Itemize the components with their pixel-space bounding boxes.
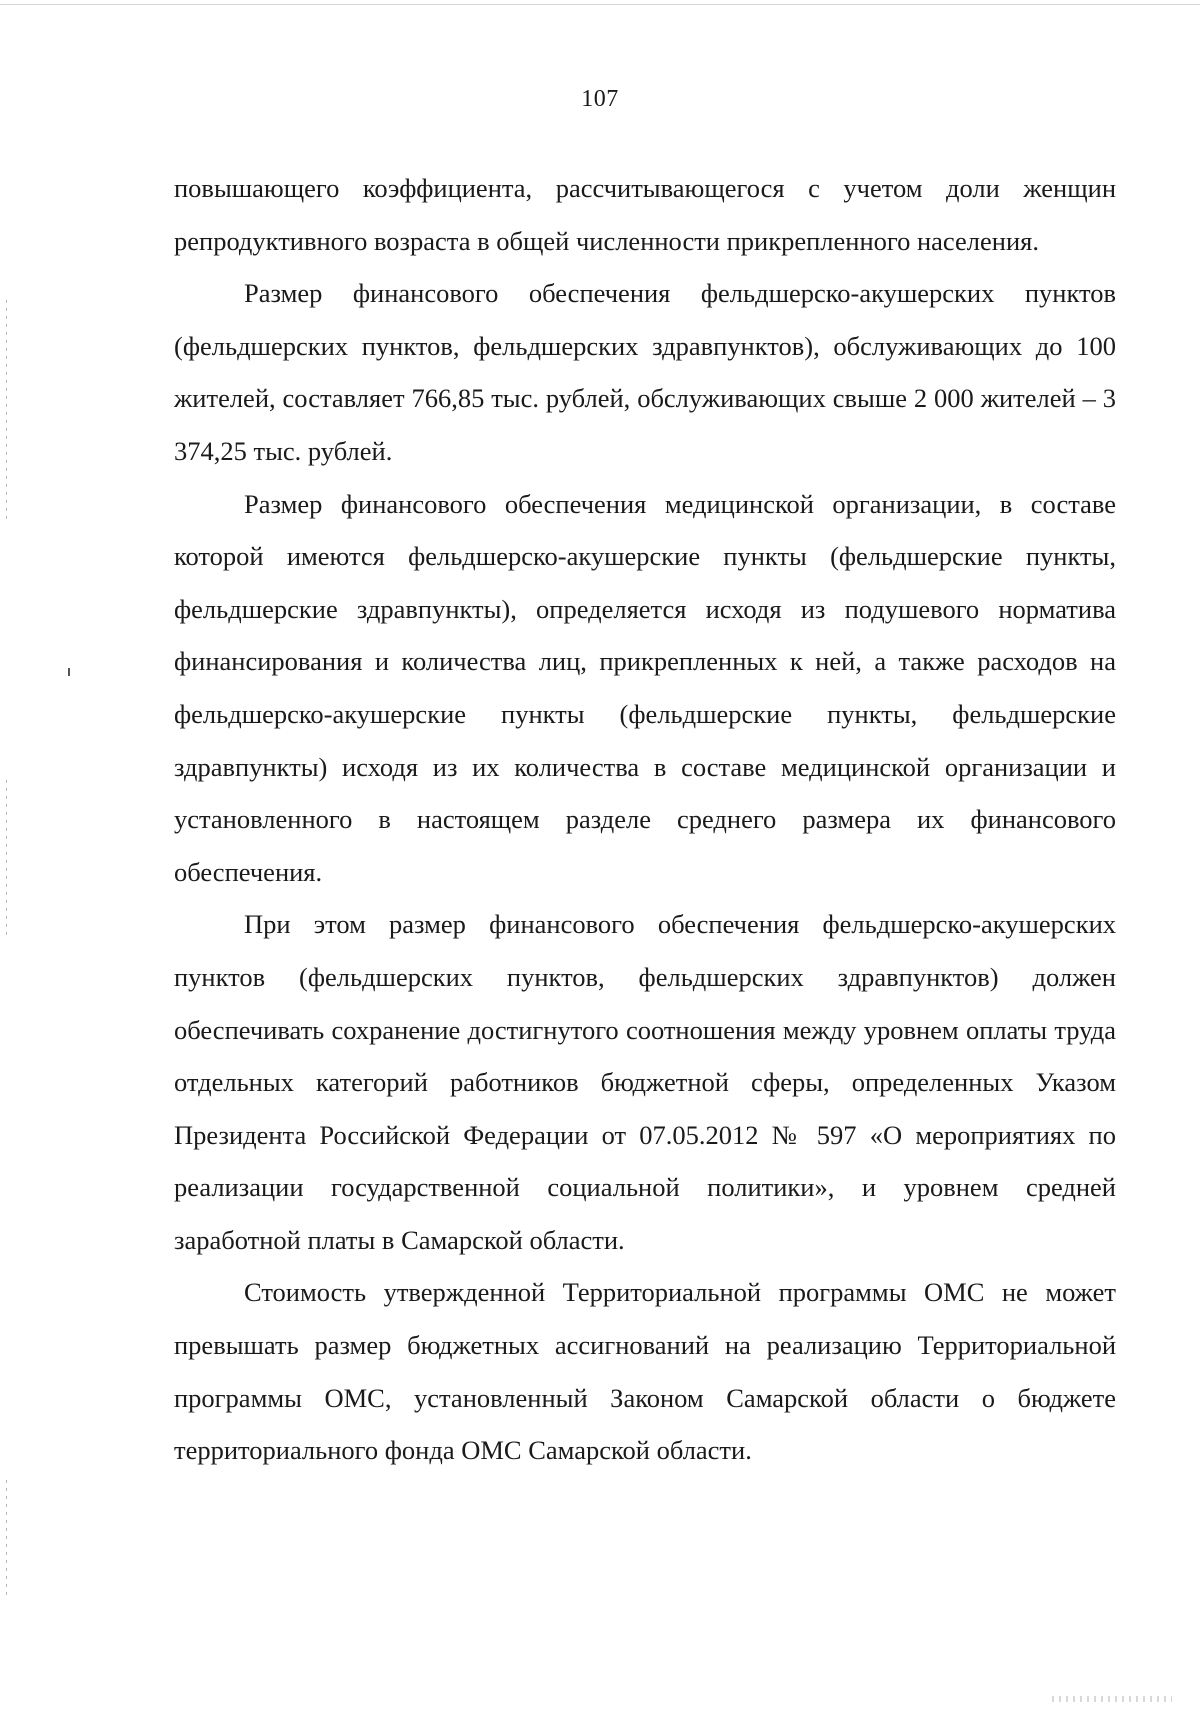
paragraph-salary-ratio: При этом размер финансового обеспечения фельдшерско-акушерских пунктов (фельдшерских пунктов, фельдшерских здравпунктов) должен обеспечивать сохранение достигнутого соотношения между уровнем оплаты труда отдельных категорий работников бюджетной сферы, определенных Указом Президента Российской Федерации от 07.05.2012 № 597 «О мероприятиях по реализации государственной социальной политики», и уровнем средней заработной платы в Самарской области. <box>174 909 1116 1255</box>
paragraph-medical-organization-funding: Размер финансового обеспечения медицинской организации, в составе которой имеются фельдшерско-акушерские пункты (фельдшерские пункты, фельдшерские здравпункты), определяется исходя из подушевого норматива финансирования и количества лиц, прикрепленных к ней, а также расходов на фельдшерско-акушерские пункты (фельдшерские пункты, фельдшерские здравпункты) исходя из их количества в составе медицинской организации и установленного в настоящем разделе среднего размера их финансового обеспечения. <box>174 488 1116 887</box>
paragraph-fap-funding-size: Размер финансового обеспечения фельдшерско-акушерских пунктов (фельдшерских пунктов, фельдшерских здравпунктов), обслуживающих до 100 жителей, составляет 766,85 тыс. рублей, обслуживающих свыше 2 000 жителей – 3 374,25 тыс. рублей. <box>174 278 1116 466</box>
paragraph-program-cost-limit: Стоимость утвержденной Территориальной программы ОМС не может превышать размер бюджетных ассигнований на реализацию Территориальной программы ОМС, установленный Законом Самарской области о бюджете территориального фонда ОМС Самарской области. <box>174 1277 1116 1466</box>
scan-top-edge <box>0 4 1200 5</box>
page-number: 107 <box>581 86 619 112</box>
paragraph-continued: повышающего коэффициента, рассчитывающегося с учетом доли женщин репродуктивного возраста в общей численности прикрепленного населения. <box>174 173 1116 256</box>
scan-margin-artifact <box>6 300 7 520</box>
document-body <box>174 162 1116 1477</box>
scan-margin-artifact <box>6 780 7 940</box>
scan-corner-artifact <box>1052 1696 1172 1702</box>
scan-mark <box>68 668 70 676</box>
scan-margin-artifact <box>6 1480 7 1600</box>
